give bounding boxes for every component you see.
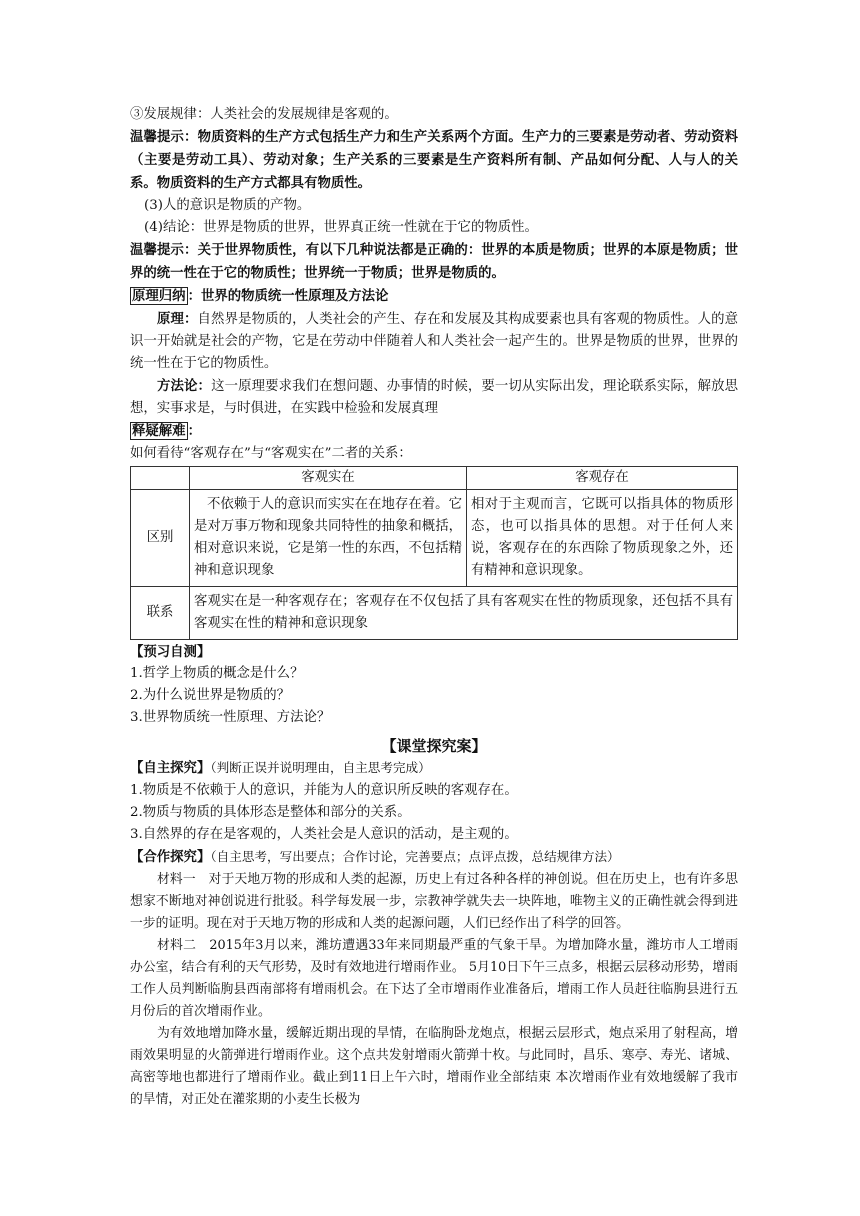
material-one: 材料一 对于天地万物的形成和人类的起源，历史上有过各种各样的神创说。但在历史上，也有许多思想家不断地对神创说进行批驳。科学每发展一步，宗教神学就失去一块阵地，唯物主义的正确性就会得到进一步的证明。现在对于天地万物的形成和人类的起源问题，人们已经作出了科学的回答。 <box>130 872 738 931</box>
principle-box-label: 原理归纳 <box>132 288 186 304</box>
table-row <box>131 490 738 587</box>
self-inquiry-s1: 1.物质是不依赖于人的意识，并能为人的意识所反映的客观存在。 <box>130 783 518 798</box>
tip-production-mode <box>130 126 738 195</box>
self-inquiry-s3: 3.自然界的存在是客观的，人类社会是人意识的活动，是主观的。 <box>130 827 518 842</box>
tip-text: 物质资料的生产方式包括生产力和生产关系两个方面。生产力的三要素是劳动者、劳动资料（主要是劳动工具）、劳动对象；生产关系的三要素是生产资料所有制、产品如何分配、人与人的关系。物质资料的生产方式都具有物质性。 <box>130 129 739 191</box>
coop-inquiry-note: （自主思考，写出要点；合作讨论，完善要点；点评点拨，总结规律方法） <box>210 849 620 864</box>
table-row <box>131 587 738 640</box>
table-header-objective-existence: 客观存在 <box>467 467 738 490</box>
methodology-text: 这一原理要求我们在想问题、办事情的时候，要一切从实际出发，理论联系实际，解放思想，实事求是，与时俱进，在实践中检验和发展真理 <box>130 379 739 416</box>
coop-inquiry-heading <box>130 846 738 869</box>
table-corner-cell <box>131 467 190 490</box>
preview-q1: 1.哲学上物质的概念是什么？ <box>130 666 304 681</box>
table-header-objective-reality: 客观实在 <box>190 467 467 490</box>
methodology-label: 方法论： <box>157 378 212 394</box>
principle-label: 原理： <box>157 311 198 327</box>
class-section-title: 【课堂探究案】 <box>381 737 487 755</box>
self-inquiry-title: 【自主探究】 <box>130 760 211 776</box>
methodology-paragraph <box>130 375 738 420</box>
table-cell: 相对于主观而言，它既可以指具体的物质形态，也可以指具体的思想。对于任何人来说，客观存在的东西除了物质现象之外，还有精神和意识现象。 <box>467 490 738 587</box>
table-cell: 不依赖于人的意识而实实在在地存在着。它是对万事万物和现象共同特性的抽象和概括，相对意识来说，它是第一性的东西，不包括精神和意识现象 <box>190 490 467 587</box>
table-header-row <box>131 467 738 490</box>
tip-text: 关于世界物质性，有以下几种说法都是正确的：世界的本质是物质；世界的本原是物质；世界的统一性在于它的物质性；世界统一于物质；世界是物质的。 <box>130 242 739 281</box>
coop-inquiry-title: 【合作探究】 <box>130 849 211 865</box>
self-inquiry-note: （判断正误并说明理由，自主思考完成） <box>210 760 431 775</box>
preview-q2: 2.为什么说世界是物质的？ <box>130 688 291 703</box>
explain-colon: ： <box>187 423 201 439</box>
preview-title: 【预习自测】 <box>130 644 211 660</box>
principle-heading <box>130 285 738 308</box>
preview-q3: 3.世界物质统一性原理、方法论？ <box>130 710 331 725</box>
self-inquiry-s2: 2.物质与物质的具体形态是整体和部分的关系。 <box>130 805 411 820</box>
principle-paragraph <box>130 308 738 375</box>
question-line: 如何看待“客观存在”与“客观实在”二者的关系： <box>130 446 412 461</box>
principle-title: ：世界的物质统一性原理及方法论 <box>187 288 389 304</box>
tip-label: 温馨提示： <box>130 242 198 258</box>
comparison-table <box>130 466 738 640</box>
line-consciousness: (3)人的意识是物质的产物。 <box>144 198 311 213</box>
tip-label: 温馨提示： <box>130 129 198 145</box>
line-conclusion: (4)结论：世界是物质的世界，世界真正统一性就在于它的物质性。 <box>144 220 538 235</box>
principle-text: 自然界是物质的，人类社会的产生、存在和发展及其构成要素也具有客观的物质性。人的意识一开始就是社会的产物，它是在劳动中伴随着人和人类社会一起产生的。世界是物质的世界，世界的统一性在于它的物质性。 <box>130 312 739 371</box>
material-two: 材料二 2015年3月以来，潍坊遭遇33年来同期最严重的气象干旱。为增加降水量，潍坊市人工增雨办公室，结合有利的天气形势，及时有效地进行增雨作业。 5月10日下午三点多，根据云层移动形势，增雨工作人员判断临朐县西南部将有增雨机会。在下达了全市增雨作业准备后，增雨工作人员赶往临朐县进行五月份后的首次增雨作业。 <box>130 938 738 1019</box>
tip-materiality <box>130 239 738 285</box>
material-two-continued: 为有效地增加降水量，缓解近期出现的旱情，在临朐卧龙炮点，根据云层形式，炮点采用了射程高，增雨效果明显的火箭弹进行增雨作业。这个点共发射增雨火箭弹十枚。与此同时，昌乐、寒亭、寿光、诸城、高密等地也都进行了增雨作业。截止到11日上午六时，增雨作业全部结束 本次增雨作业有效地缓解了我市的旱情，对正处在灌浆期的小麦生长极为 <box>130 1026 738 1107</box>
explain-box-label: 释疑解难 <box>132 423 186 439</box>
self-inquiry-heading <box>130 757 738 780</box>
line-development-law: ③发展规律：人类社会的发展规律是客观的。 <box>130 107 398 122</box>
table-cell: 客观实在是一种客观存在；客观存在不仅包括了具有客观实在性的物质现象，还包括不具有客观实在性的精神和意识现象 <box>190 587 738 640</box>
table-row-label: 区别 <box>131 490 190 587</box>
explain-heading <box>130 420 738 443</box>
document-page <box>130 104 738 1111</box>
table-row-label: 联系 <box>131 587 190 640</box>
